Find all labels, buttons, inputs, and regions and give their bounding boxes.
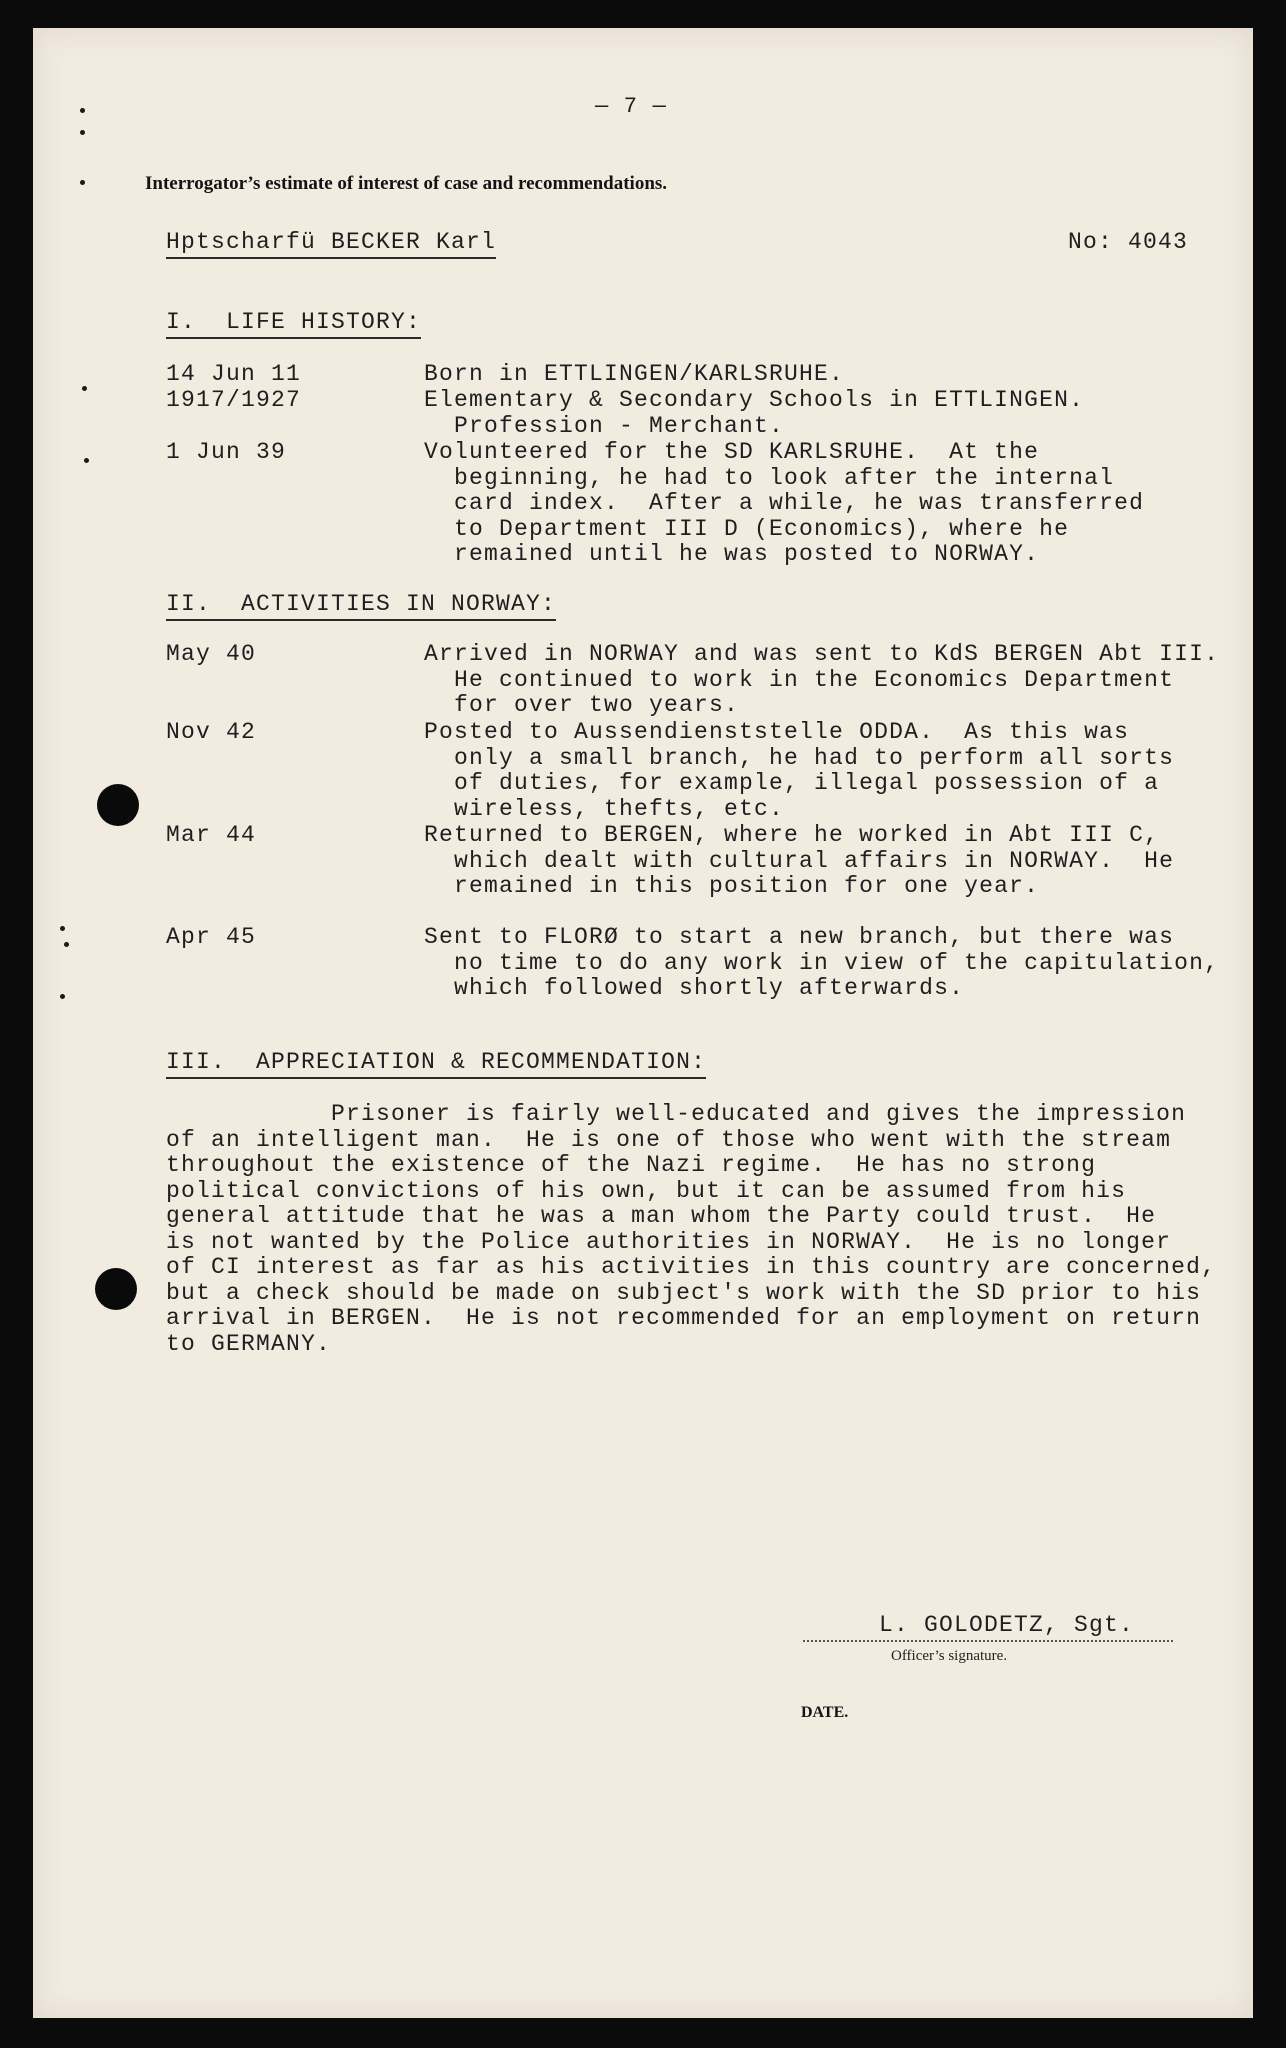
entry-text: Arrived in NORWAY and was sent to KdS BERGEN Abt III. He continued to work in the Economics Department for over two years. <box>424 641 1220 718</box>
entry-date: Mar 44 <box>166 822 257 848</box>
prisoner-name: Hptscharfü BECKER Karl <box>166 230 496 259</box>
margin-mark <box>80 130 85 135</box>
appreciation-paragraph: Prisoner is fairly well-educated and gives the impression of an intelligent man. He is one of those who went with the stream throughout the existence of the Nazi regime. He has no strong political convictions of his own, but it can be assumed from his general attitude that he was a man whom the Party could trust. He is not wanted by the Police authorities in NORWAY. He is no longer of CI interest as far as his activities in this country are concerned, but a check should be made on subject's work with the SD prior to his arrival in BERGEN. He is not recommended for an employment on return to GERMANY. <box>166 1101 1217 1357</box>
entry-date: Nov 42 <box>166 719 257 745</box>
entry-text: Posted to Aussendienststelle ODDA. As this was only a small branch, he had to perform all sorts of duties, for example, illegal possession of a wireless, thefts, etc. <box>424 719 1175 822</box>
entry-text: Volunteered for the SD KARLSRUHE. At the beginning, he had to look after the internal card index. After a while, he was transferred to Department III D (Economics), where he remained until he was posted to NORWAY. <box>424 439 1145 567</box>
prisoner-number: No: 4043 <box>1068 229 1189 255</box>
punch-hole <box>97 784 139 826</box>
margin-mark <box>80 180 85 185</box>
margin-mark <box>84 458 89 463</box>
entry-date: Apr 45 <box>166 924 257 950</box>
signature-caption: Officer’s signature. <box>891 1648 1008 1664</box>
margin-mark <box>80 108 85 113</box>
entry-text: Returned to BERGEN, where he worked in Abt III C, which dealt with cultural affairs in NORWAY. He remained in this position for one year. <box>424 822 1175 899</box>
margin-mark <box>60 926 65 931</box>
section-heading-appreciation: III. APPRECIATION & RECOMMENDATION: <box>166 1050 706 1079</box>
section-heading-life-history: I. LIFE HISTORY: <box>166 310 421 339</box>
entry-date: 14 Jun 11 <box>166 361 302 387</box>
entry-text: Elementary & Secondary Schools in ETTLINGEN. Profession - Merchant. <box>424 387 1085 439</box>
signature-line <box>803 1640 1173 1642</box>
form-heading: Interrogator’s estimate of interest of case and recommendations. <box>145 173 668 194</box>
punch-hole <box>95 1268 137 1310</box>
signature-name: L. GOLODETZ, Sgt. <box>879 1612 1135 1638</box>
entry-date: 1 Jun 39 <box>166 439 287 465</box>
section-heading-activities: II. ACTIVITIES IN NORWAY: <box>166 592 556 621</box>
margin-mark <box>60 994 65 999</box>
entry-date: 1917/1927 <box>166 387 302 413</box>
margin-mark <box>82 386 87 391</box>
entry-date: May 40 <box>166 641 257 667</box>
margin-mark <box>64 942 69 947</box>
page-number: — 7 — <box>595 94 668 119</box>
entry-text: Sent to FLORØ to start a new branch, but there was no time to do any work in view of the capitulation, which followed shortly afterwards. <box>424 924 1220 1001</box>
document-sheet <box>33 28 1253 2018</box>
entry-text: Born in ETTLINGEN/KARLSRUHE. <box>424 361 845 387</box>
date-label: DATE. <box>801 1704 849 1721</box>
